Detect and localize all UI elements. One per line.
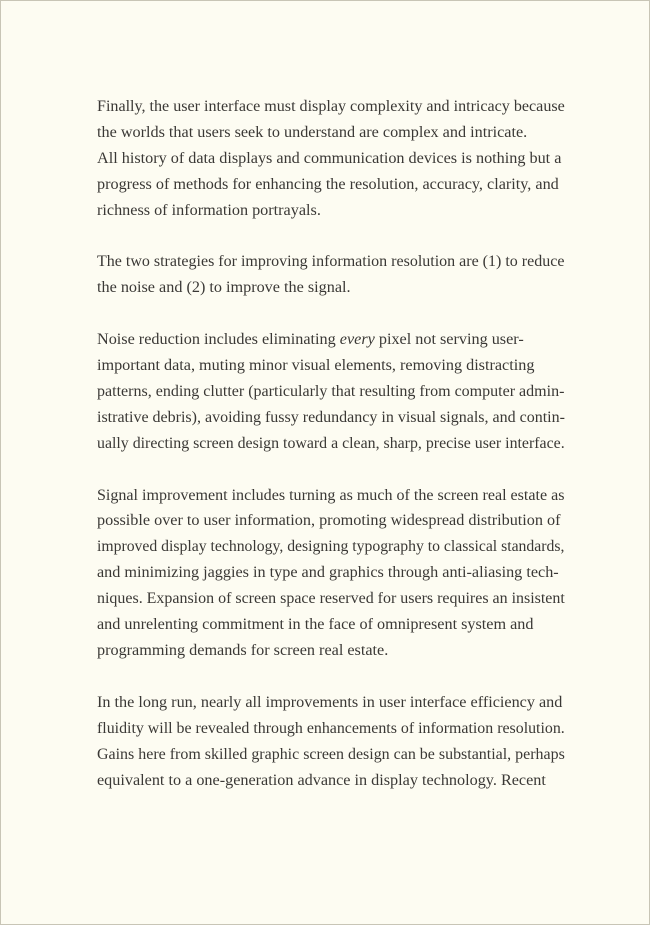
paragraph-complexity	[97, 94, 567, 224]
paragraph-noise-reduction	[97, 327, 567, 457]
text-line: progress of methods for enhancing the resolution, accuracy, clarity, and	[97, 174, 559, 193]
emphasis-text: every	[339, 330, 375, 349]
text-run: pixel not serving user-	[374, 330, 524, 349]
paragraph-signal-improvement	[97, 483, 567, 664]
text-line: In the long run, nearly all improvements in user interface efficiency and	[97, 692, 563, 711]
text-line: programming demands for screen real estate.	[97, 640, 389, 659]
paragraph-strategies	[97, 249, 567, 301]
text-line: fluidity will be revealed through enhancements of information resolution.	[97, 719, 565, 737]
body-text	[97, 94, 567, 819]
text-line: and unrelenting commitment in the face of omnipresent system and	[97, 615, 534, 634]
text-line: istrative debris), avoiding fussy redundancy in visual signals, and contin-	[97, 408, 565, 426]
text-line: and minimizing jaggies in type and graphics through anti-aliasing tech-	[97, 563, 559, 582]
text-line: possible over to user information, promoting widespread distribution of	[97, 511, 561, 530]
text-line: Signal improvement includes turning as much of the screen real estate as	[97, 486, 565, 504]
text-run: Noise reduction includes eliminating	[97, 330, 340, 349]
paragraph-long-run	[97, 690, 567, 794]
text-line: patterns, ending clutter (particularly that resulting from computer admin-	[97, 382, 565, 400]
text-line: Gains here from skilled graphic screen design can be substantial, perhaps	[97, 745, 565, 763]
text-line: ually directing screen design toward a clean, sharp, precise user interface.	[97, 434, 565, 452]
text-line: important data, muting minor visual elements, removing distracting	[97, 356, 535, 375]
text-line: the worlds that users seek to understand are complex and intricate.	[97, 122, 528, 141]
text-line: equivalent to a one-generation advance in display technology. Recent	[97, 770, 546, 789]
text-line: All history of data displays and communication devices is nothing but a	[97, 148, 562, 167]
text-line: The two strategies for improving information resolution are (1) to reduce	[97, 253, 565, 271]
text-line: richness of information portrayals.	[97, 200, 321, 219]
text-line: Finally, the user interface must display complexity and intricacy because	[97, 98, 565, 115]
text-line: improved display technology, designing typography to classical standards,	[97, 538, 565, 556]
text-line: niques. Expansion of screen space reserved for users requires an insistent	[97, 590, 565, 608]
text-line	[97, 327, 567, 353]
text-line: the noise and (2) to improve the signal.	[97, 278, 351, 297]
